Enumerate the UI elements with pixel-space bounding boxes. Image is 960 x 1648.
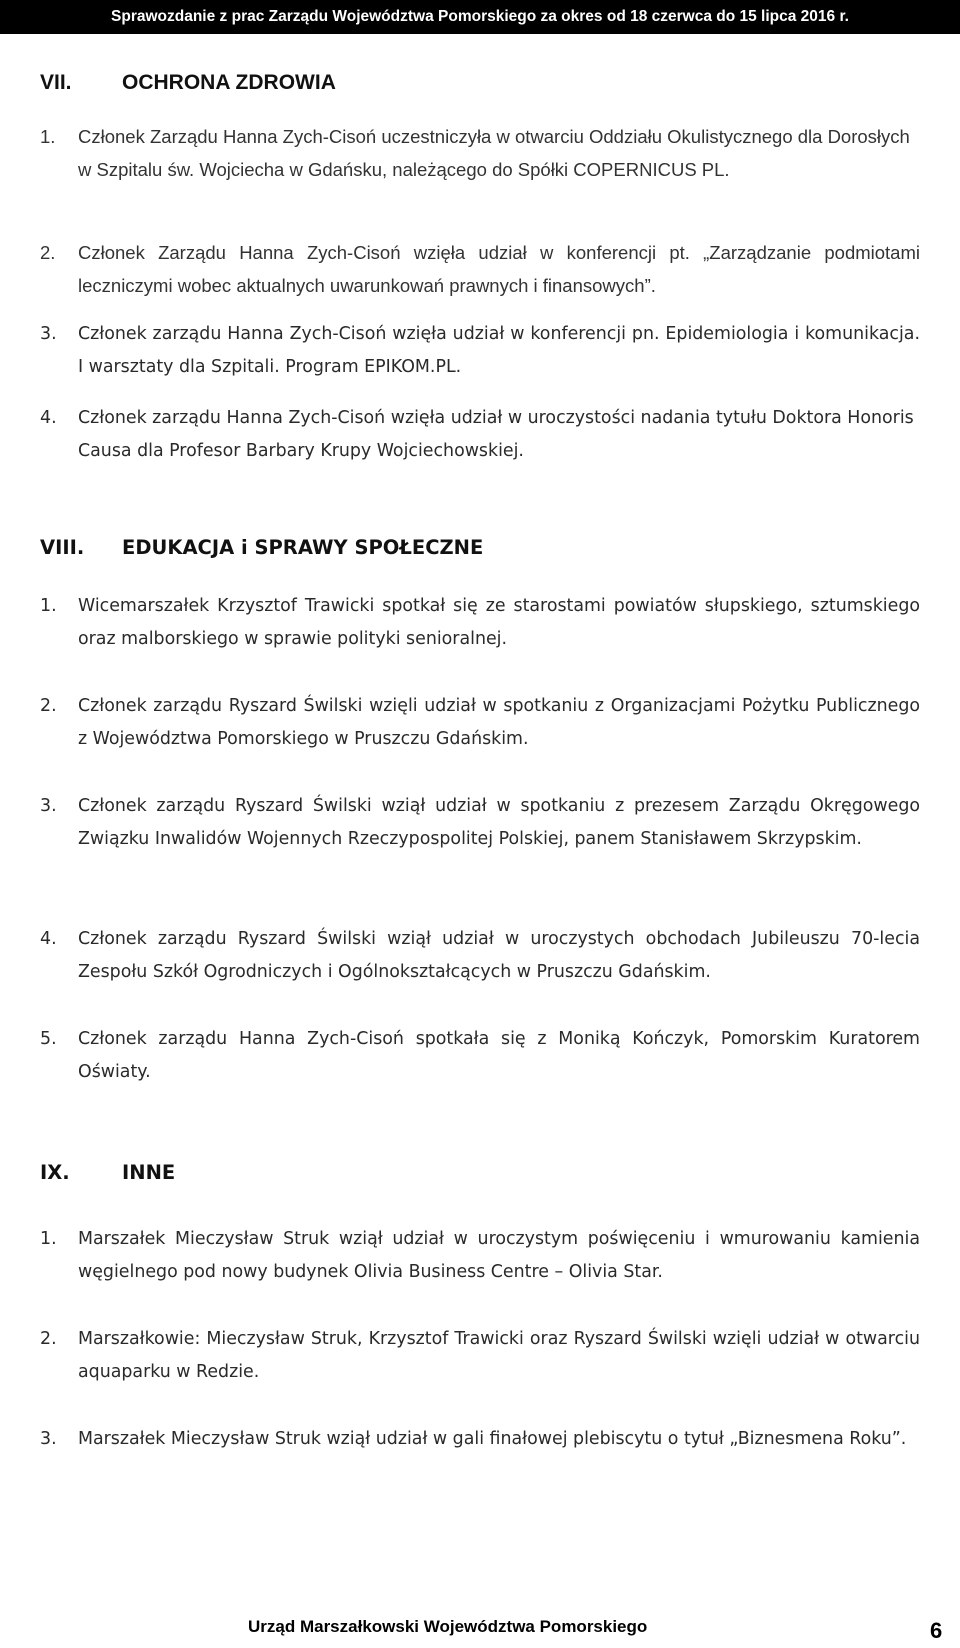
item-number: 3. [40, 324, 57, 344]
item-text: Członek zarządu Hanna Zych-Cisoń wzięła udział w uroczystości nadania tytułu Doktora Honoris Causa dla Profesor Barbary Krupy Wojciechowskiej. [78, 408, 914, 461]
item-text: Członek zarządu Ryszard Świlski wziął udział w uroczystych obchodach Jubileuszu 70-lecia Zespołu Szkół Ogrodniczych i Ogólnokształcących w Pruszczu Gdańskim. [78, 929, 920, 982]
list-item [40, 690, 920, 756]
list-item [40, 120, 920, 186]
list-item [40, 318, 920, 384]
section-number: VII. [40, 71, 72, 94]
item-text: Wicemarszałek Krzysztof Trawicki spotkał się ze starostami powiatów słupskiego, sztumskiego oraz malborskiego w sprawie polityki senioralnej. [78, 596, 920, 649]
section-number: VIII. [40, 536, 85, 559]
list-item [40, 402, 920, 468]
section-title-ochrona-zdrowia [40, 70, 336, 96]
list-item [40, 1323, 920, 1389]
item-text: Członek Zarządu Hanna Zych-Cisoń uczestniczyła w otwarciu Oddziału Okulistycznego dla Dorosłych w Szpitalu św. Wojciecha w Gdańsku, należącego do Spółki COPERNICUS PL. [78, 126, 910, 180]
item-number: 2. [40, 696, 57, 716]
list-item [40, 1223, 920, 1289]
item-number: 4. [40, 408, 57, 428]
section-heading: OCHRONA ZDROWIA [122, 71, 336, 94]
list-item [40, 1423, 920, 1456]
list-item [40, 790, 920, 856]
item-number: 2. [40, 242, 56, 263]
section-heading: EDUKACJA i SPRAWY SPOŁECZNE [122, 536, 484, 559]
page-number: 6 [930, 1618, 943, 1643]
list-item [40, 1023, 920, 1089]
item-text: Członek zarządu Ryszard Świlski wziął udział w spotkaniu z prezesem Zarządu Okręgowego Związku Inwalidów Wojennych Rzeczypospolitej Polskiej, panem Stanisławem Skrzypskim. [78, 796, 920, 849]
footer-office: Urząd Marszałkowski Województwa Pomorskiego [248, 1617, 648, 1636]
header-title: Sprawozdanie z prac Zarządu Województwa Pomorskiego za okres od 18 czerwca do 15 lipca 2016 r. [111, 8, 849, 25]
section-number: IX. [40, 1161, 70, 1184]
page-header [0, 0, 960, 34]
item-number: 3. [40, 796, 57, 816]
item-text: Marszałkowie: Mieczysław Struk, Krzysztof Trawicki oraz Ryszard Świlski wzięli udział w otwarciu aquaparku w Redzie. [78, 1329, 920, 1382]
list-item [40, 590, 920, 656]
section-heading: INNE [122, 1161, 176, 1184]
item-text: Członek zarządu Hanna Zych-Cisoń wzięła udział w konferencji pn. Epidemiologia i komunikacja. I warsztaty dla Szpitali. Program EPIKOM.PL. [78, 324, 920, 377]
item-text: Marszałek Mieczysław Struk wziął udział w gali finałowej plebiscytu o tytuł „Biznesmena Roku”. [78, 1429, 907, 1449]
item-number: 4. [40, 929, 57, 949]
item-text: Członek zarządu Ryszard Świlski wzięli udział w spotkaniu z Organizacjami Pożytku Publicznego z Województwa Pomorskiego w Pruszczu Gdańskim. [78, 696, 920, 749]
item-number: 2. [40, 1329, 57, 1349]
item-number: 1. [40, 596, 57, 616]
list-item [40, 236, 920, 302]
item-text: Marszałek Mieczysław Struk wziął udział w uroczystym poświęceniu i wmurowaniu kamienia węgielnego pod nowy budynek Olivia Business Centre – Olivia Star. [78, 1229, 920, 1282]
item-number: 5. [40, 1029, 57, 1049]
item-number: 3. [40, 1429, 57, 1449]
list-item [40, 923, 920, 989]
section-title-inne [40, 1160, 175, 1186]
item-number: 1. [40, 126, 56, 147]
item-text: Członek zarządu Hanna Zych-Cisoń spotkała się z Moniką Kończyk, Pomorskim Kuratorem Oświaty. [78, 1029, 920, 1082]
item-number: 1. [40, 1229, 57, 1249]
item-text: Członek Zarządu Hanna Zych-Cisoń wzięła udział w konferencji pt. „Zarządzanie podmiotami leczniczymi wobec aktualnych uwarunkowań prawnych i finansowych”. [78, 242, 920, 296]
section-title-edukacja [40, 535, 483, 561]
